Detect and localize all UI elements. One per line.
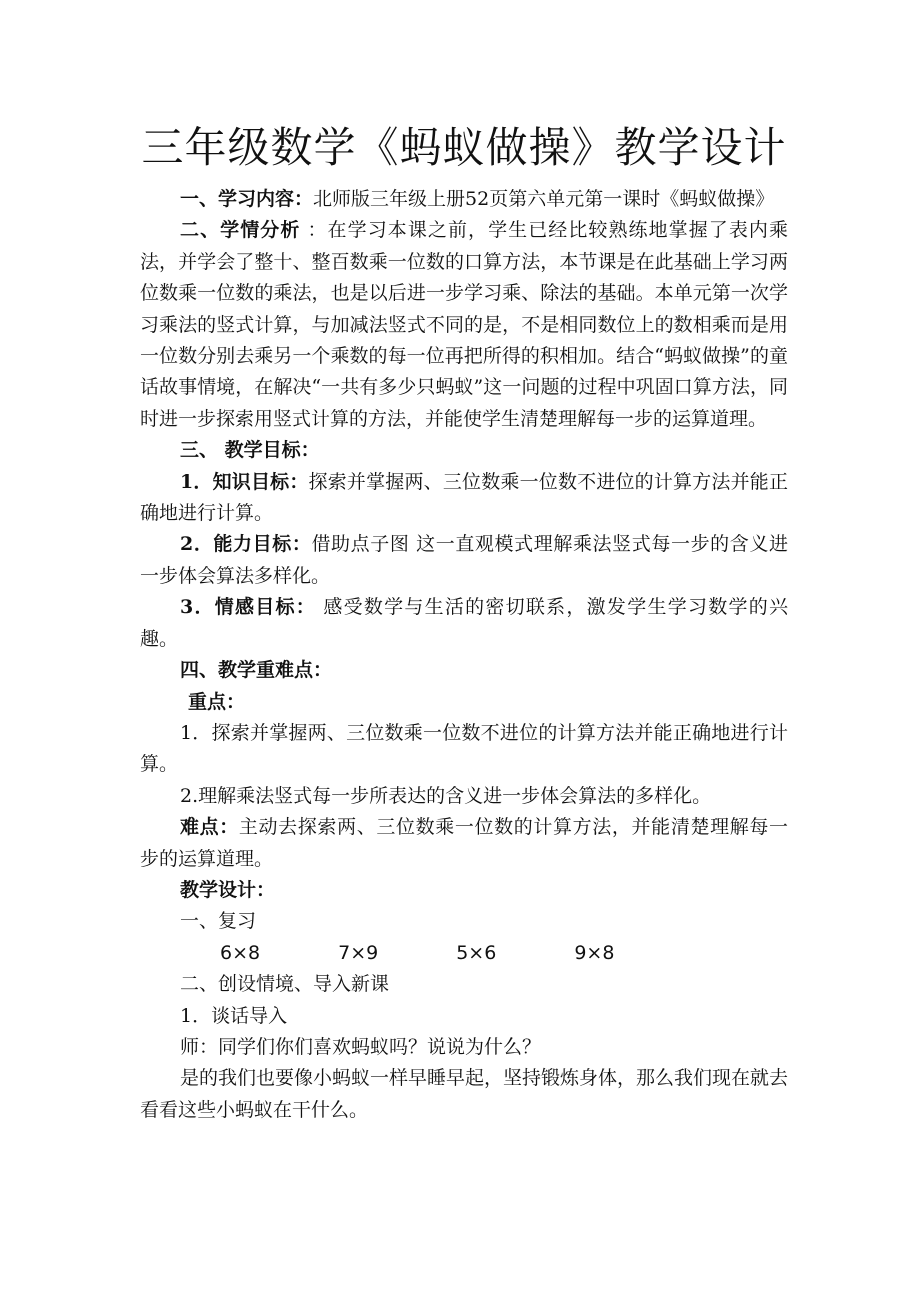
- key-point-2: 2.理解乘法竖式每一步所表达的含义进一步体会算法的多样化。: [180, 784, 712, 807]
- intro-subheading: 1．谈话导入: [180, 1004, 288, 1027]
- goal-text: 感受数学与生活的密切联系，激发学生学习数学的兴趣。: [140, 596, 788, 650]
- section-text: 北师版三年级上册52页第六单元第一课时《蚂蚁做操》: [313, 188, 775, 210]
- goal-knowledge: [140, 467, 788, 530]
- review-heading: 一、复习: [180, 910, 257, 933]
- goal-text: 借助点子图 这一直观模式理解乘法竖式每一步的含义进一步体会算法多样化。: [140, 533, 788, 587]
- key-point-1: 1．探索并掌握两、三位数乘一位数不进位的计算方法并能正确地进行计算。: [140, 721, 788, 776]
- goal-label: 1．知识目标：: [180, 470, 309, 493]
- key-label: 重点：: [188, 690, 246, 713]
- section-learning-content: [140, 184, 788, 215]
- document-page: [140, 118, 788, 1126]
- difficult-points: [140, 812, 788, 875]
- section-label: 三、 教学目标：: [180, 439, 320, 462]
- section-label: 四、教学重难点：: [180, 659, 333, 682]
- section-label: 一、学习内容：: [180, 188, 314, 210]
- goal-label: 3．情感目标：: [180, 596, 317, 619]
- section-label: 二、学情分析: [180, 219, 301, 242]
- section-text: ：在学习本课之前，学生已经比较熟练地掌握了表内乘法，并学会了整十、整百数乘一位数的口算方法，本节课是在此基础上学习两位数乘一位数的乘法，也是以后进一步学习乘、除法的基础。本单元第一次学习乘法的竖式计算，与加减法竖式不同的是，不是相同数位上的数相乘而是用一位数分别去乘另一个乘数的每一位再把所得的积相加。结合“蚂蚁做操”的童话故事情境，在解决“一共有多少只蚂蚁”这一问题的过程中巩固口算方法，同时进一步探索用竖式计算的方法，并能使学生清楚理解每一步的运算道理。: [140, 219, 788, 430]
- goal-text: 探索并掌握两、三位数乘一位数不进位的计算方法并能正确地进行计算。: [140, 470, 788, 525]
- difficult-label: 难点：: [180, 816, 239, 839]
- document-title: 三年级数学《蚂蚁做操》教学设计: [141, 123, 787, 172]
- difficult-text: 主动去探索两、三位数乘一位数的计算方法，并能清楚理解每一步的运算道理。: [140, 816, 788, 870]
- review-exercises: [140, 938, 788, 969]
- section-teaching-goals: [140, 435, 788, 466]
- teacher-question: 师：同学们你们喜欢蚂蚁吗？说说为什么？: [180, 1035, 542, 1058]
- teaching-design-heading: [140, 875, 788, 906]
- exercise-item: 6×8: [220, 941, 261, 964]
- exercise-item: 5×6: [456, 941, 497, 964]
- design-label: 教学设计：: [180, 878, 276, 901]
- goal-ability: [140, 529, 788, 592]
- intro-heading: 二、创设情境、导入新课: [180, 973, 390, 996]
- exercise-item: 9×8: [574, 941, 615, 964]
- section-learner-analysis: [140, 215, 788, 435]
- intro-paragraph: 是的我们也要像小蚂蚁一样早睡早起，坚持锻炼身体，那么我们现在就去看看这些小蚂蚁在干什么。: [140, 1067, 789, 1121]
- section-key-difficult: [140, 655, 788, 686]
- exercise-item: 7×9: [338, 941, 379, 964]
- goal-label: 2．能力目标：: [180, 533, 312, 556]
- key-points-label: [140, 687, 788, 718]
- goal-emotion: [140, 592, 788, 655]
